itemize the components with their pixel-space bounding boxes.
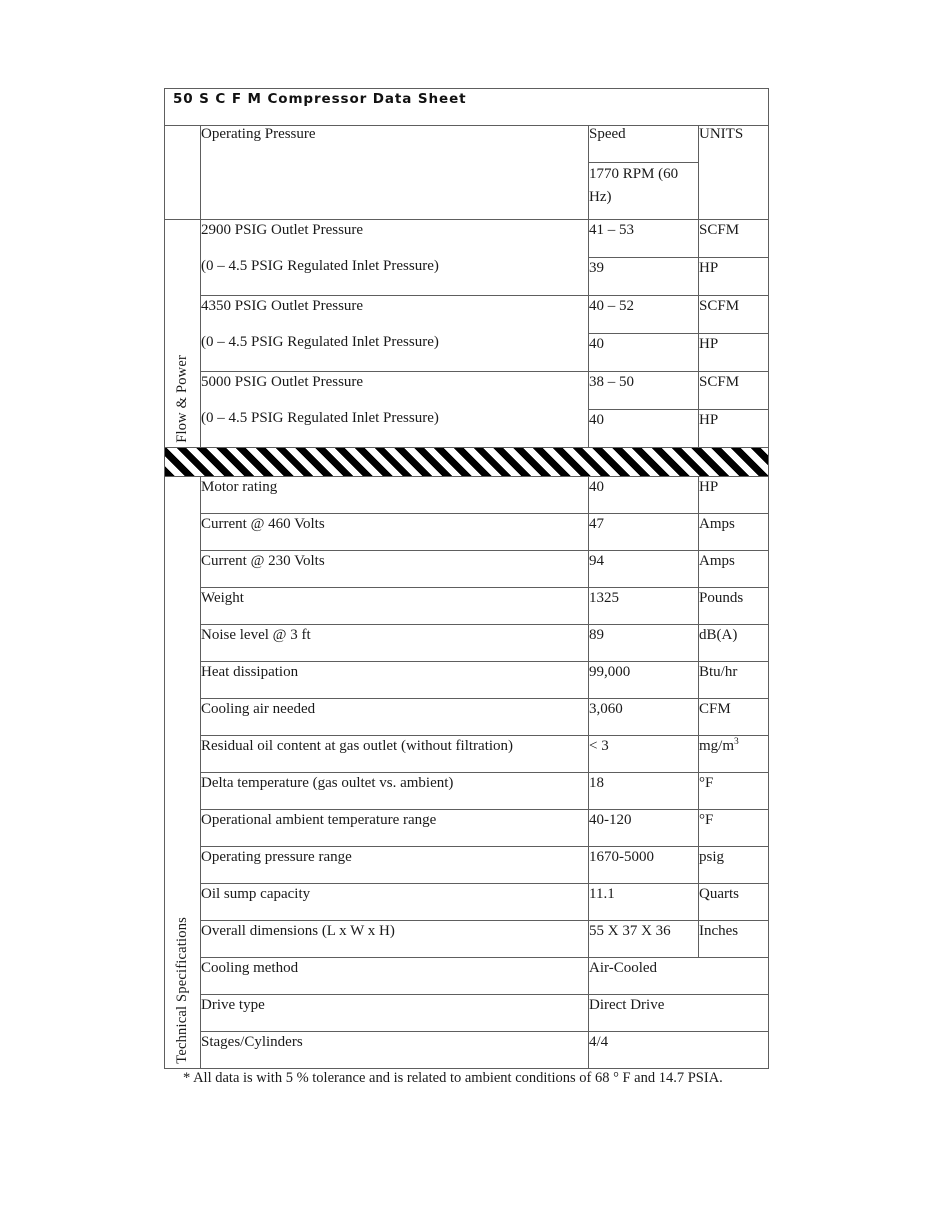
spec-units: CFM xyxy=(699,699,769,736)
spec-units-base: mg/m xyxy=(699,738,735,754)
spec-units: Btu/hr xyxy=(699,662,769,699)
hatched-separator xyxy=(165,448,769,477)
flow-group-3-flow-value: 38 – 50 xyxy=(589,372,699,410)
compressor-data-sheet-table xyxy=(164,88,769,1069)
spec-label: Drive type xyxy=(201,995,589,1032)
spec-value: 11.1 xyxy=(589,884,699,921)
spec-units: °F xyxy=(699,810,769,847)
spec-label: Cooling method xyxy=(201,958,589,995)
header-row-speed xyxy=(165,126,769,163)
flow-group-3-flow-units: SCFM xyxy=(699,372,769,410)
sheet-title-cell xyxy=(165,89,769,126)
table-row xyxy=(165,921,769,958)
spec-label: Heat dissipation xyxy=(201,662,589,699)
spec-value: 89 xyxy=(589,625,699,662)
footnote: * All data is with 5 % tolerance and is related to ambient conditions of 68 ° F and 14.7 PSIA. xyxy=(183,1070,723,1086)
table-row xyxy=(165,958,769,995)
spec-value: 40-120 xyxy=(589,810,699,847)
spec-label: Oil sump capacity xyxy=(201,884,589,921)
units-header: UNITS xyxy=(699,126,769,220)
spec-label: Overall dimensions (L x W x H) xyxy=(201,921,589,958)
table-row xyxy=(165,847,769,884)
spec-value: Direct Drive xyxy=(589,995,769,1032)
flow-group-2-outlet-label: 4350 PSIG Outlet Pressure xyxy=(201,298,364,314)
spec-units: Inches xyxy=(699,921,769,958)
flow-group-3-label xyxy=(201,372,589,448)
spec-value: 18 xyxy=(589,773,699,810)
spec-value: 40 xyxy=(589,477,699,514)
spec-label: Weight xyxy=(201,588,589,625)
spec-label: Cooling air needed xyxy=(201,699,589,736)
table-row xyxy=(165,884,769,921)
flow-group-1-flow-value: 41 – 53 xyxy=(589,220,699,258)
spec-units: Amps xyxy=(699,514,769,551)
spec-label: Motor rating xyxy=(201,477,589,514)
spec-units: HP xyxy=(699,477,769,514)
spec-units: Amps xyxy=(699,551,769,588)
flow-power-label-text: Flow & Power xyxy=(174,355,191,443)
spec-label: Current @ 230 Volts xyxy=(201,551,589,588)
table-row xyxy=(165,773,769,810)
spec-units: Pounds xyxy=(699,588,769,625)
section-label-technical-specifications xyxy=(165,477,201,1069)
section-label-flow-power xyxy=(165,220,201,448)
spec-value: 99,000 xyxy=(589,662,699,699)
spec-value: 55 X 37 X 36 xyxy=(589,921,699,958)
flow-group-2-power-units: HP xyxy=(699,334,769,372)
flow-power-group-2-flow xyxy=(165,296,769,334)
speed-value: 1770 RPM (60 Hz) xyxy=(589,163,699,220)
spec-value: 47 xyxy=(589,514,699,551)
speed-header: Speed xyxy=(589,126,699,163)
operating-pressure-label: Operating Pressure xyxy=(201,126,589,220)
table-row xyxy=(165,699,769,736)
flow-group-3-outlet-label: 5000 PSIG Outlet Pressure xyxy=(201,374,364,390)
spec-value: Air-Cooled xyxy=(589,958,769,995)
spec-label: Residual oil content at gas outlet (without filtration) xyxy=(201,736,589,773)
flow-group-1-outlet-label: 2900 PSIG Outlet Pressure xyxy=(201,222,364,238)
spec-units xyxy=(699,736,769,773)
table-row xyxy=(165,514,769,551)
spec-value: < 3 xyxy=(589,736,699,773)
flow-group-3-power-value: 40 xyxy=(589,410,699,448)
table-row xyxy=(165,625,769,662)
table-row xyxy=(165,588,769,625)
table-row xyxy=(165,477,769,514)
flow-group-3-power-units: HP xyxy=(699,410,769,448)
spec-value: 3,060 xyxy=(589,699,699,736)
hatched-divider-row xyxy=(165,448,769,477)
table-row xyxy=(165,736,769,773)
table-row xyxy=(165,810,769,847)
header-spacer-cell xyxy=(165,126,201,220)
spec-units: Quarts xyxy=(699,884,769,921)
spec-units: °F xyxy=(699,773,769,810)
flow-group-2-power-value: 40 xyxy=(589,334,699,372)
flow-group-1-power-value: 39 xyxy=(589,258,699,296)
flow-group-2-flow-value: 40 – 52 xyxy=(589,296,699,334)
flow-group-1-flow-units: SCFM xyxy=(699,220,769,258)
flow-power-group-3-flow xyxy=(165,372,769,410)
spec-value: 4/4 xyxy=(589,1032,769,1069)
spec-units: dB(A) xyxy=(699,625,769,662)
spec-value: 1670-5000 xyxy=(589,847,699,884)
spec-units-exponent: 3 xyxy=(734,737,739,747)
flow-group-1-power-units: HP xyxy=(699,258,769,296)
diagonal-hatch-pattern xyxy=(165,448,768,476)
flow-group-2-flow-units: SCFM xyxy=(699,296,769,334)
table-row xyxy=(165,551,769,588)
page-title: 50 S C F M Compressor Data Sheet xyxy=(173,91,467,107)
spec-label: Operational ambient temperature range xyxy=(201,810,589,847)
flow-group-label xyxy=(201,220,589,296)
table-row xyxy=(165,662,769,699)
spec-value: 94 xyxy=(589,551,699,588)
spec-label: Delta temperature (gas oultet vs. ambient) xyxy=(201,773,589,810)
spec-label: Stages/Cylinders xyxy=(201,1032,589,1069)
title-row xyxy=(165,89,769,126)
spec-label: Operating pressure range xyxy=(201,847,589,884)
spec-units: psig xyxy=(699,847,769,884)
flow-group-2-label xyxy=(201,296,589,372)
flow-group-3-inlet-label: (0 – 4.5 PSIG Regulated Inlet Pressure) xyxy=(201,409,439,426)
table-row xyxy=(165,1032,769,1069)
flow-group-2-inlet-label: (0 – 4.5 PSIG Regulated Inlet Pressure) xyxy=(201,333,439,350)
spec-value: 1325 xyxy=(589,588,699,625)
technical-specifications-label-text: Technical Specifications xyxy=(174,917,191,1064)
spec-label: Noise level @ 3 ft xyxy=(201,625,589,662)
flow-power-group-1-flow xyxy=(165,220,769,258)
flow-group-1-inlet-label: (0 – 4.5 PSIG Regulated Inlet Pressure) xyxy=(201,257,439,274)
spec-label: Current @ 460 Volts xyxy=(201,514,589,551)
table-row xyxy=(165,995,769,1032)
table-body xyxy=(165,89,769,1069)
